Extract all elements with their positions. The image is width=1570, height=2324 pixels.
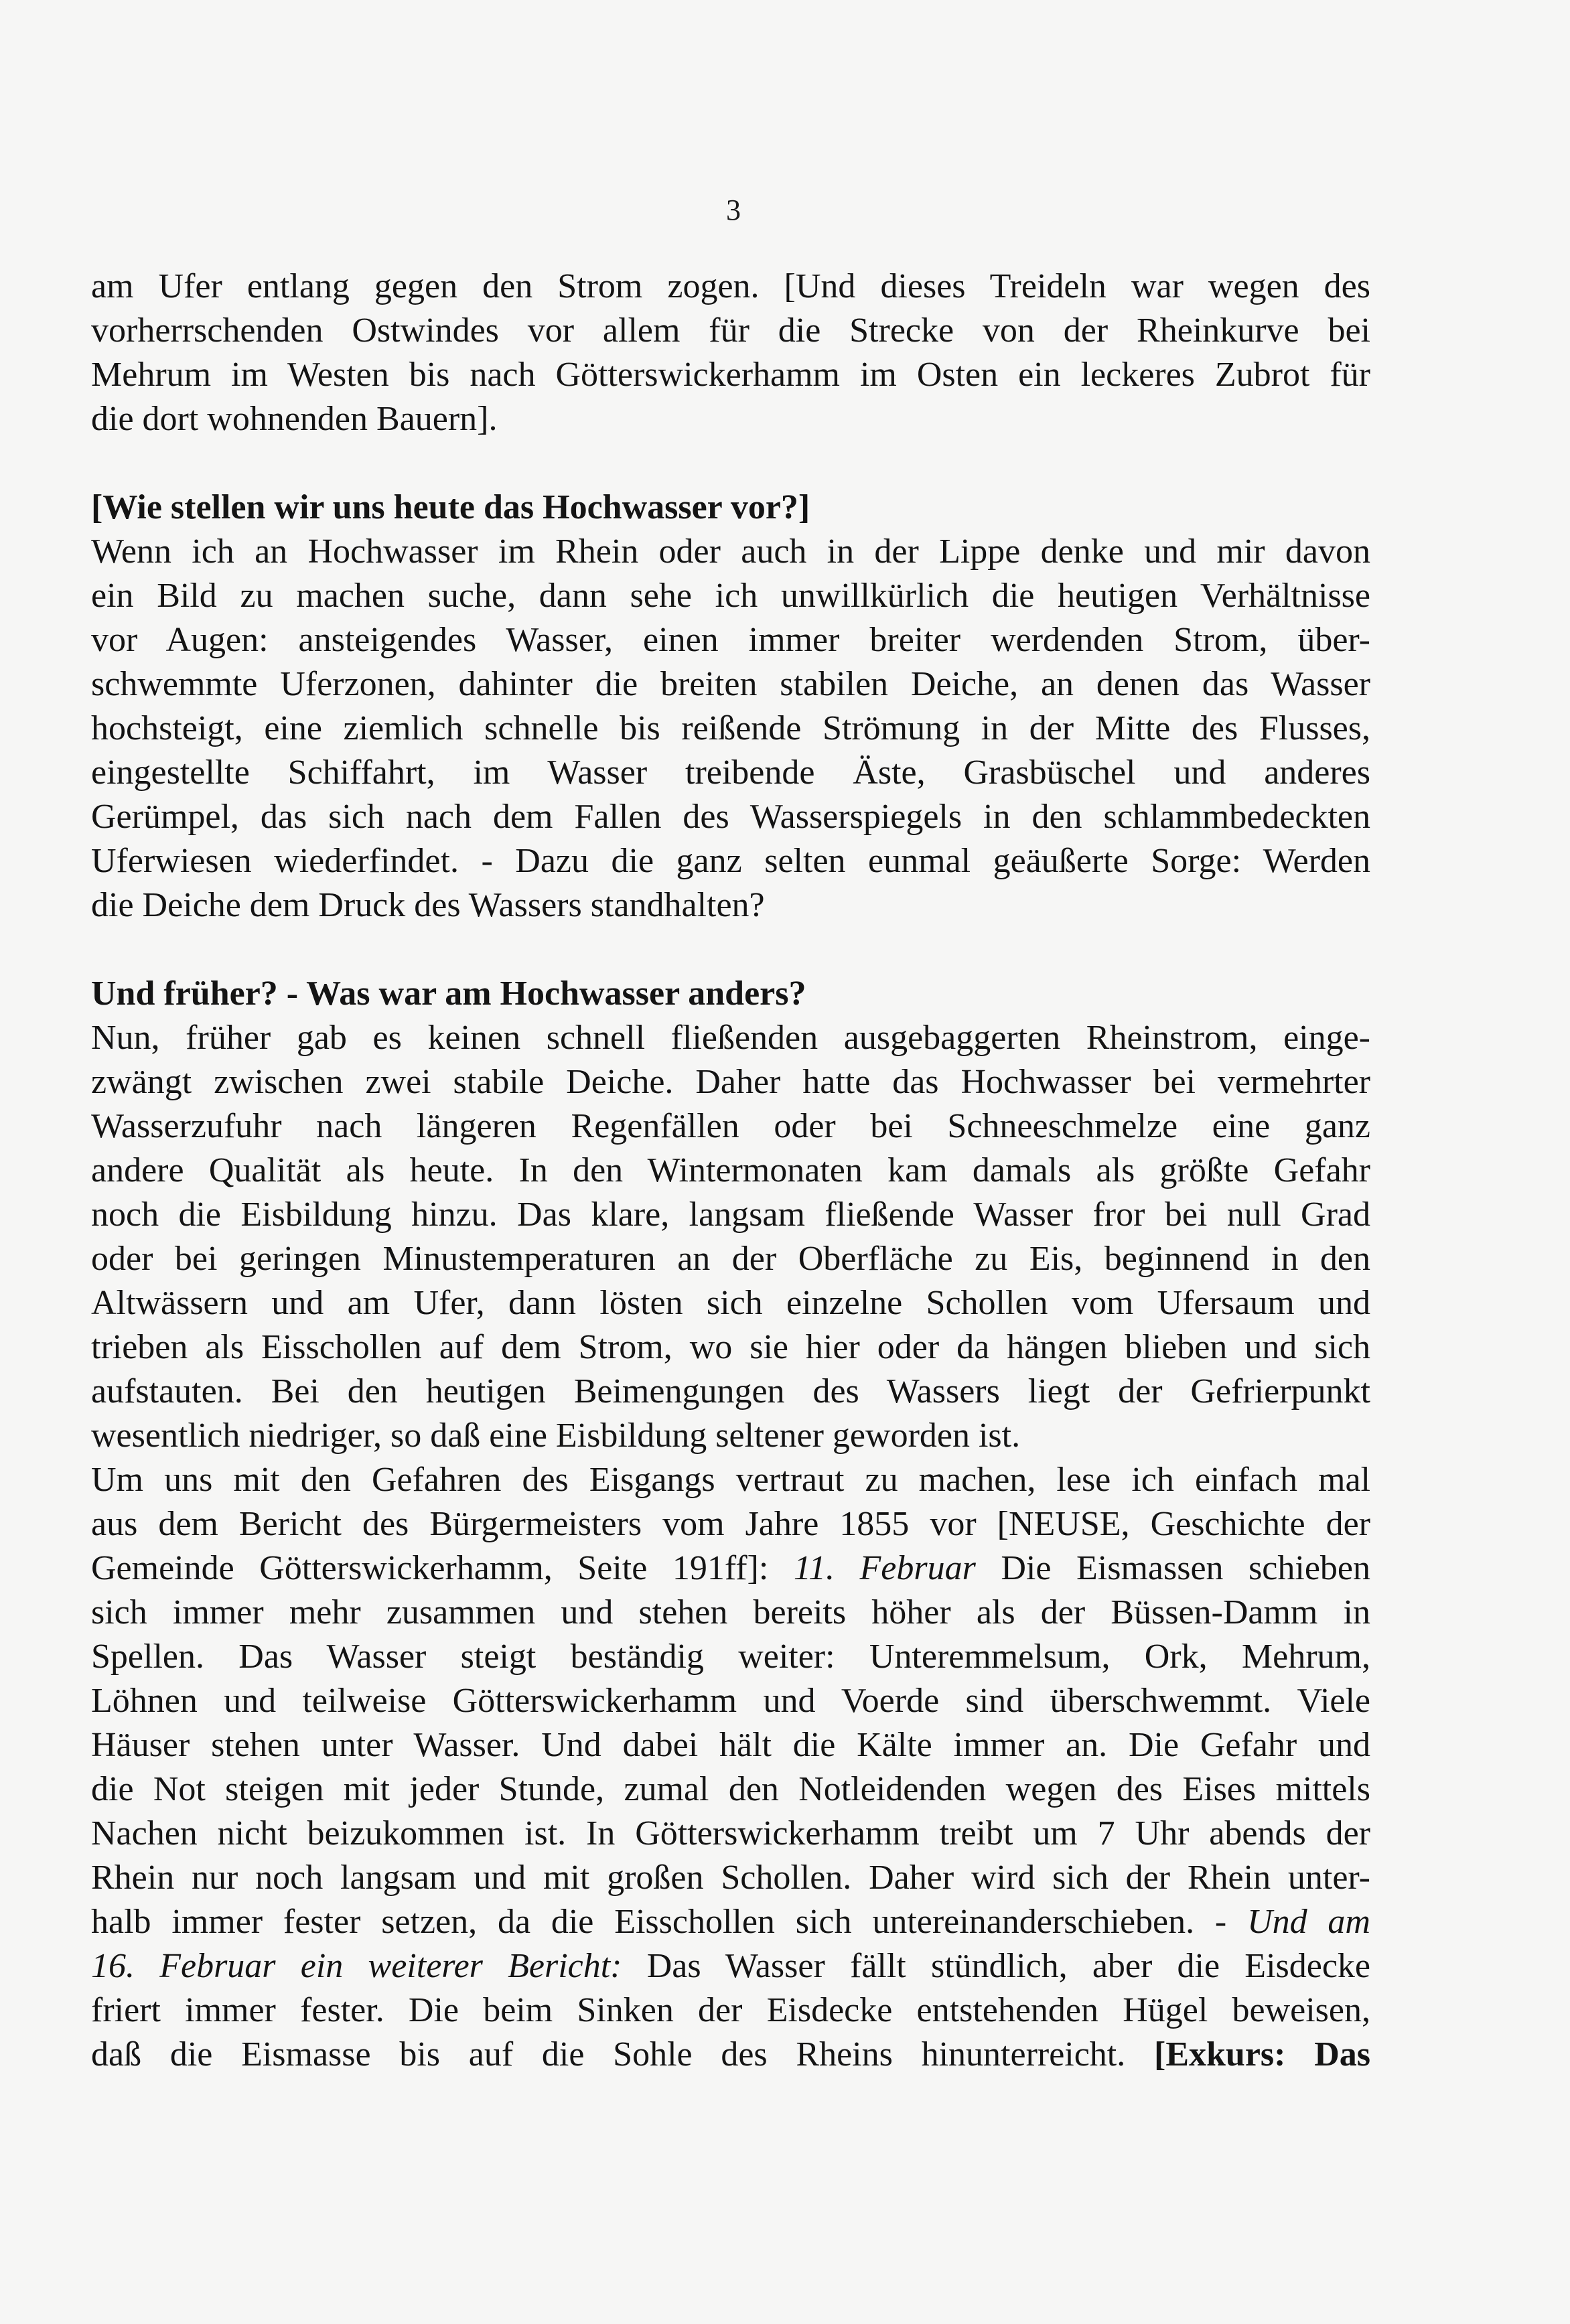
page-number: 3 <box>726 194 741 226</box>
text-line: Mehrum im Westen bis nach Götterswickerhamm im Osten ein leckeres Zubrot für <box>91 356 1370 394</box>
text-line: Nachen nicht beizukommen ist. In Götterswickerhamm treibt um 7 Uhr abends der <box>91 1814 1370 1853</box>
text-line: vor Augen: ansteigendes Wasser, einen immer breiter werdenden Strom, über- <box>91 621 1370 659</box>
text-line: die Not steigen mit jeder Stunde, zumal den Notleidenden wegen des Eises mittels <box>91 1770 1370 1808</box>
text-segment: Gemeinde Götterswickerhamm, Seite 191ff]: <box>91 1549 794 1587</box>
text-line: andere Qualität als heute. In den Wintermonaten kam damals als größte Gefahr <box>91 1151 1370 1189</box>
text-line: hochsteigt, eine ziemlich schnelle bis reißende Strömung in der Mitte des Flusses, <box>91 709 1370 747</box>
date-italic: 11. Februar <box>793 1549 976 1587</box>
text-line: ein Bild zu machen suche, dann sehe ich unwillkürlich die heutigen Verhältnisse <box>91 577 1370 615</box>
excursus-heading: [Exkurs: Das <box>1154 2035 1370 2074</box>
text-line: oder bei geringen Minustemperaturen an der Oberfläche zu Eis, beginnend in den <box>91 1240 1370 1278</box>
text-line: noch die Eisbildung hinzu. Das klare, langsam fließende Wasser fror bei null Grad <box>91 1195 1370 1234</box>
text-line <box>91 2033 1370 2077</box>
text-line: sich immer mehr zusammen und stehen bereits höher als der Büssen-Damm in <box>91 1593 1370 1631</box>
text-line: Wasserzufuhr nach längeren Regenfällen oder bei Schneeschmelze eine ganz <box>91 1107 1370 1145</box>
text-line: Wenn ich an Hochwasser im Rhein oder auch in der Lippe denke und mir davon <box>91 532 1370 571</box>
text-line: Uferwiesen wiederfindet. - Dazu die ganz selten eunmal geäußerte Sorge: Werden <box>91 842 1370 880</box>
text-line: eingestellte Schiffahrt, im Wasser treibende Äste, Grasbüschel und anderes <box>91 753 1370 792</box>
italic-segment: 16. Februar ein weiterer Bericht: <box>91 1947 622 1985</box>
text-line: Löhnen und teilweise Götterswickerhamm und Voerde sind überschwemmt. Viele <box>91 1682 1370 1720</box>
text-line <box>91 1900 1370 1944</box>
text-line: Nun, früher gab es keinen schnell fließenden ausgebaggerten Rheinstrom, einge- <box>91 1019 1370 1057</box>
text-line: vorherrschenden Ostwindes vor allem für die Strecke von der Rheinkurve bei <box>91 311 1370 350</box>
text-segment: daß die Eismasse bis auf die Sohle des Rheins hinunterreicht. <box>91 2035 1154 2074</box>
text-line: zwängt zwischen zwei stabile Deiche. Daher hatte das Hochwasser bei vermehrter <box>91 1063 1370 1101</box>
text-line: Rhein nur noch langsam und mit großen Schollen. Daher wird sich der Rhein unter- <box>91 1859 1370 1897</box>
text-line: die dort wohnenden Bauern]. <box>91 400 498 438</box>
text-line: friert immer fester. Die beim Sinken der Eisdecke entstehenden Hügel beweisen, <box>91 1991 1370 2029</box>
text-line: aus dem Bericht des Bürgermeisters vom Jahre 1855 vor [NEUSE, Geschichte der <box>91 1505 1370 1543</box>
section-heading-frueher: Und früher? - Was war am Hochwasser anders? <box>91 974 806 1013</box>
text-line <box>91 1546 1370 1591</box>
text-segment: Die Eismassen schieben <box>975 1549 1370 1587</box>
italic-segment: Und am <box>1247 1903 1370 1941</box>
text-line: Um uns mit den Gefahren des Eisgangs vertraut zu machen, lese ich einfach mal <box>91 1461 1370 1499</box>
text-segment: Das Wasser fällt stündlich, aber die Eisdecke <box>622 1947 1370 1985</box>
section-heading-heute: [Wie stellen wir uns heute das Hochwasser vor?] <box>91 488 810 526</box>
text-line: trieben als Eisschollen auf dem Strom, wo sie hier oder da hängen blieben und sich <box>91 1328 1370 1366</box>
text-line <box>91 1944 1370 1988</box>
text-segment: halb immer fester setzen, da die Eisschollen sich untereinanderschieben. - <box>91 1903 1248 1941</box>
text-line: aufstauten. Bei den heutigen Beimengungen des Wassers liegt der Gefrierpunkt <box>91 1372 1370 1410</box>
text-line: schwemmte Uferzonen, dahinter die breiten stabilen Deiche, an denen das Wasser <box>91 665 1370 703</box>
text-line: Gerümpel, das sich nach dem Fallen des Wasserspiegels in den schlammbedeckten <box>91 798 1370 836</box>
text-line: am Ufer entlang gegen den Strom zogen. [Und dieses Treideln war wegen des <box>91 267 1370 305</box>
text-line: Häuser stehen unter Wasser. Und dabei hält die Kälte immer an. Die Gefahr und <box>91 1726 1370 1764</box>
text-line: die Deiche dem Druck des Wassers standhalten? <box>91 886 765 924</box>
text-line: Altwässern und am Ufer, dann lösten sich einzelne Schollen vom Ufersaum und <box>91 1284 1370 1322</box>
body-text <box>91 265 1370 2077</box>
text-line: wesentlich niedriger, so daß eine Eisbildung seltener geworden ist. <box>91 1417 1021 1455</box>
text-line: Spellen. Das Wasser steigt beständig weiter: Unteremmelsum, Ork, Mehrum, <box>91 1638 1370 1676</box>
